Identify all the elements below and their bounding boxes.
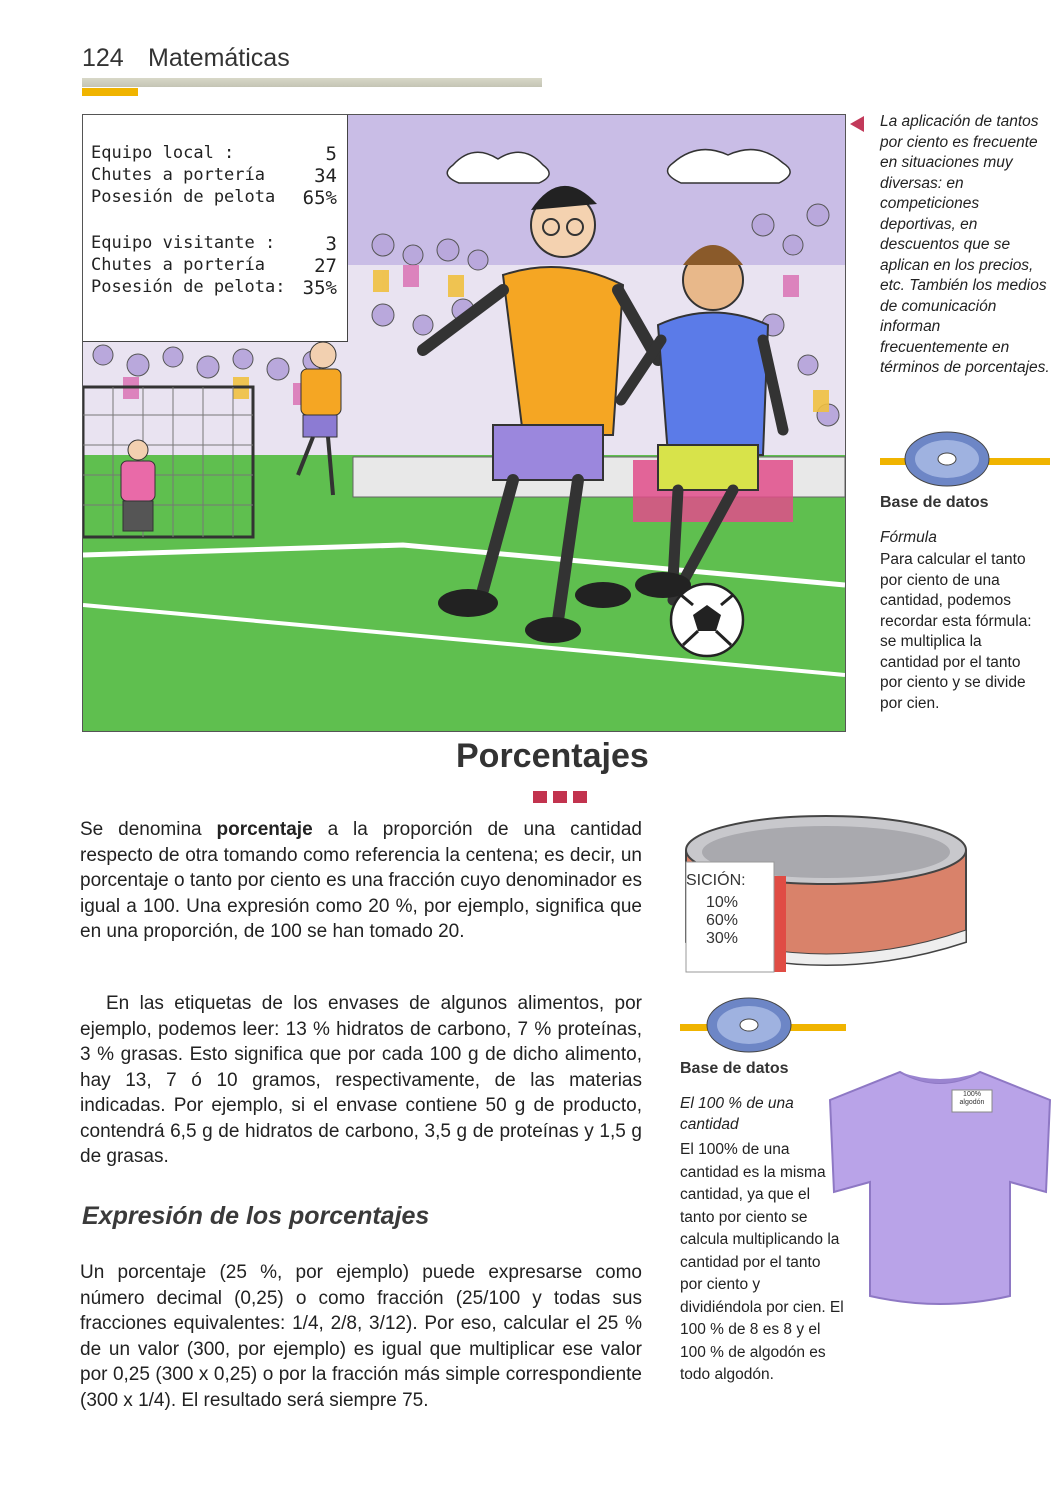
scoreboard <box>83 115 348 342</box>
subheading-expression: Expresión de los porcentajes <box>82 1202 430 1230</box>
visitor-possession-label: Posesión de pelota: <box>91 277 286 297</box>
local-possession: 65% <box>302 187 337 209</box>
can-label-heading: SICIÓN: <box>686 872 746 889</box>
visitor-shots-label: Chutes a portería <box>91 255 265 275</box>
p1-lead: Se denomina <box>80 819 217 840</box>
soccer-illustration <box>82 114 846 732</box>
paragraph-definition <box>80 817 642 945</box>
page-number: 124 <box>82 44 124 72</box>
tshirt-illustration <box>820 1064 1060 1314</box>
paragraph-expression: Un porcentaje (25 %, por ejemplo) puede expresarse como número decimal (0,25) o como fracción (25/100 y todas sus fracciones equivalentes: 1/4, 2/8, 3/12). Por eso, calcular el 25 % de un valor (300, por ejemplo) es igual que multiplicar ese valor por 0,25 (300 x 0,25) o por la fracción más simple correspondiente (300 x 1/4). El resultado será siempre 75. <box>80 1262 642 1411</box>
header-accent-bar <box>82 88 138 96</box>
cd-icon <box>904 430 990 488</box>
title-ornament-square <box>533 791 547 803</box>
term-porcentaje: porcentaje <box>216 819 313 840</box>
p1-rest: a la proporción de una cantidad respecto de otra tomando como referencia la centena; es decir, un porcentaje o tanto por ciento es una fracción cuyo denominador es igual a 100. Una expresión como 20 %, por ejemplo, significa que en una proporción, de 100 se han tomado 20. <box>80 819 642 942</box>
local-goals: 5 <box>325 143 337 165</box>
can-label-value-1: 10% <box>706 894 739 911</box>
visitor-shots: 27 <box>314 255 337 277</box>
running-header: Matemáticas <box>148 44 290 72</box>
db1-title: Base de datos <box>880 494 989 511</box>
pointer-arrow-icon <box>850 116 864 132</box>
title-ornament-square <box>573 791 587 803</box>
local-possession-label: Posesión de pelota <box>91 187 276 207</box>
cd-icon <box>706 996 792 1054</box>
local-team-label: Equipo local : <box>91 143 235 163</box>
can-label-value-3: 30% <box>706 930 739 947</box>
db2-text: El 100% de una cantidad es la misma cantidad, ya que el tanto por ciento se calcula multiplicando la cantidad por el tanto por ciento y dividiéndola por cien. El 100 % de 8 es 8 y el 100 % de algodón es todo algodón. <box>680 1141 844 1383</box>
visitor-goals: 3 <box>325 233 337 255</box>
section-title: Porcentajes <box>456 737 649 775</box>
db1-subtitle: Fórmula <box>880 529 937 546</box>
local-shots-label: Chutes a portería <box>91 165 265 185</box>
illustration-caption: La aplicación de tantos por ciento es frecuente en situaciones muy diversas: en competiciones deportivas, en descuentos que se aplican en los precios, etc. También los medios de comunicación informan frecuentemente en términos de porcentajes. <box>880 113 1050 376</box>
visitor-possession: 35% <box>302 277 337 299</box>
paragraph-food-labels: En las etiquetas de los envases de algunos alimentos, por ejemplo, podemos leer: 13 % hidratos de carbono, 7 % proteínas, 3 % grasas. Esto significa que por cada 100 g de dicho alimento, hay 13, 7 ó 10 gramos, respectivamente, de las materias indicadas. Por ejemplo, si el envase contiene 50 g de producto, contendrá 6,5 g de hidratos de carbono, 3,5 g de proteínas y 1,5 g de grasas. <box>80 993 642 1167</box>
tshirt-tag-percent: 100% <box>963 1091 981 1098</box>
title-ornament-square <box>553 791 567 803</box>
db2-subtitle: El 100 % de una cantidad <box>680 1095 794 1133</box>
visitor-team-label: Equipo visitante : <box>91 233 276 253</box>
can-label-value-2: 60% <box>706 912 739 929</box>
header-rule <box>82 78 542 87</box>
tshirt-tag-material: algodón <box>959 1099 985 1106</box>
db2-title: Base de datos <box>680 1060 789 1077</box>
db1-text: Para calcular el tanto por ciento de una cantidad, podemos recordar esta fórmula: se multiplica la cantidad por el tanto por ciento y se divide por cien. <box>880 551 1032 712</box>
local-shots: 34 <box>314 165 337 187</box>
